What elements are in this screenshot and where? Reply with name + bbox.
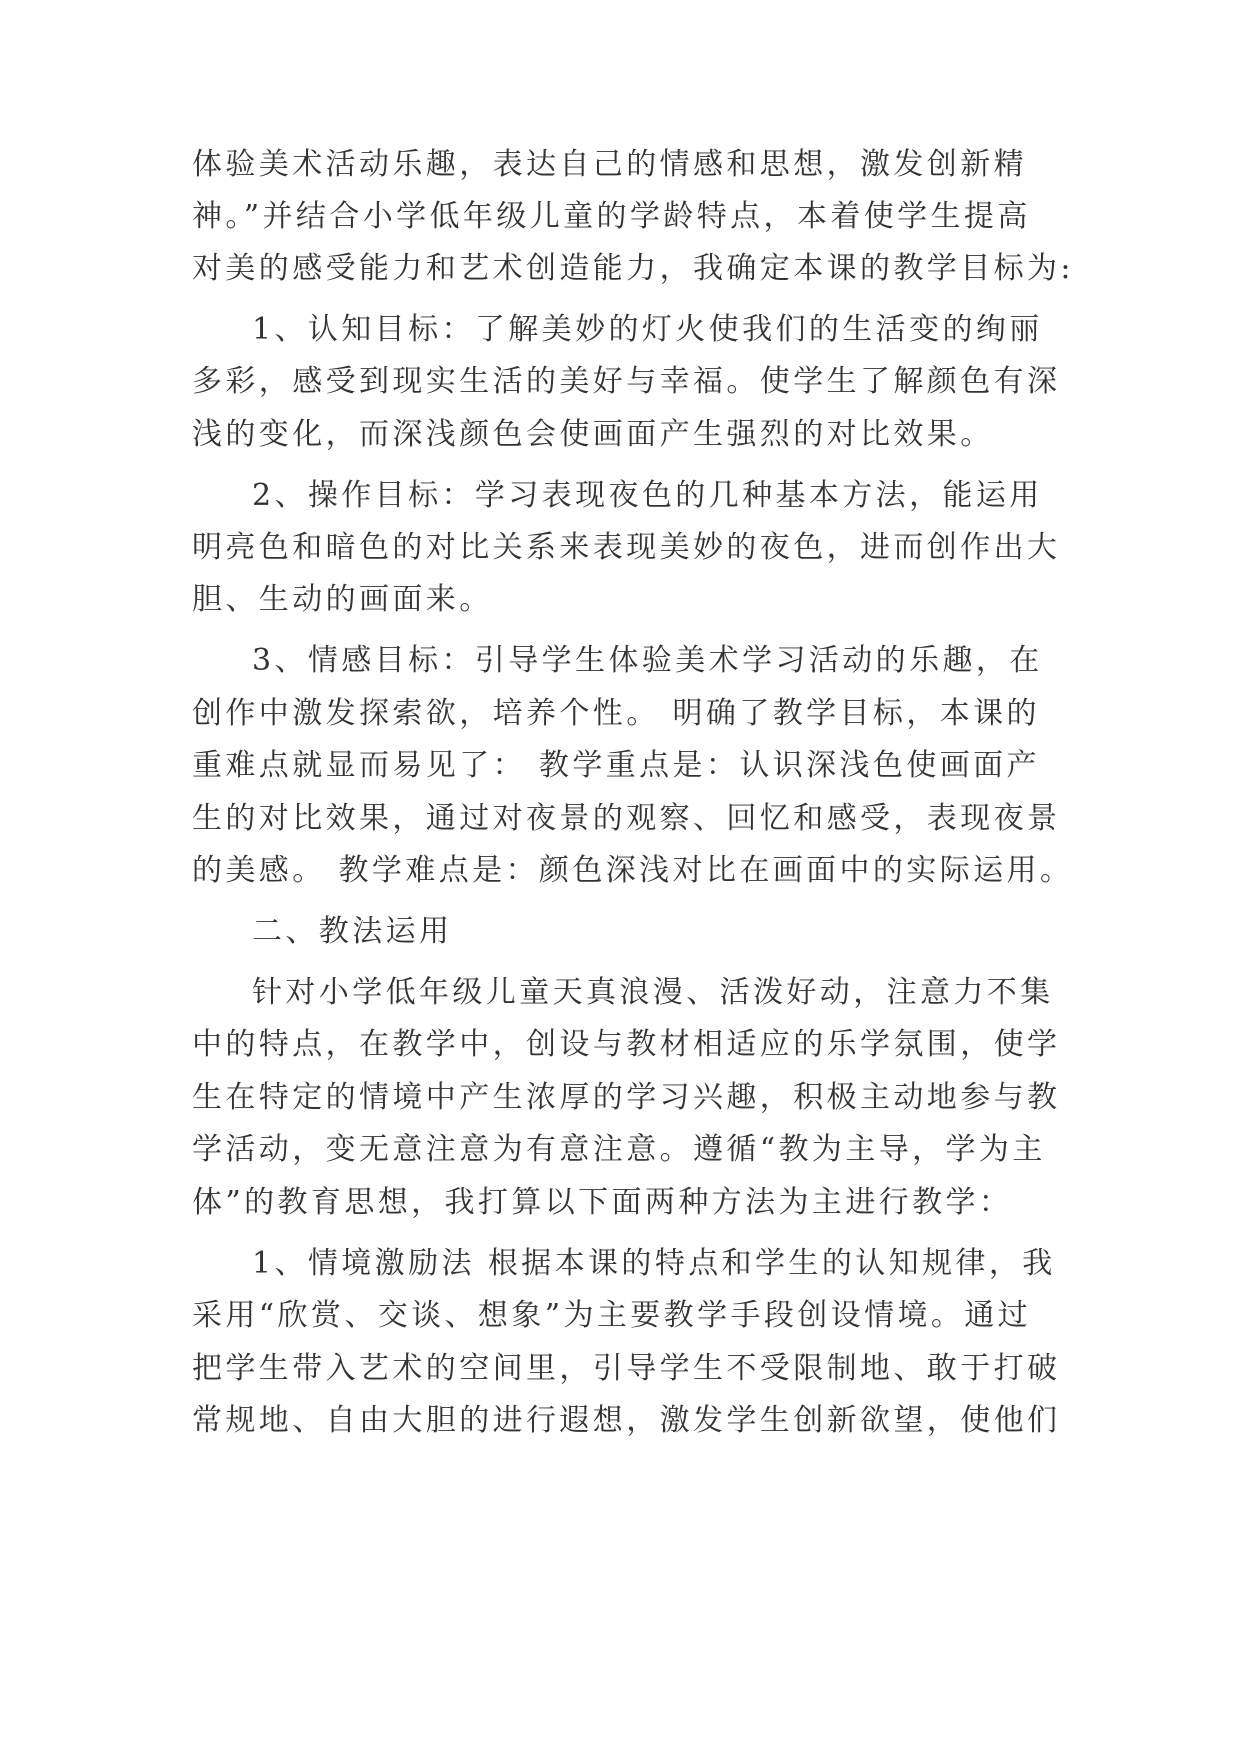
text-line: 的美感。 教学难点是：颜色深浅对比在画面中的实际运用。 [192,853,1074,888]
text-line: 学活动，变无意注意为有意注意。遵循“教为主导，学为主 [192,1132,1046,1167]
text-line: 胆、生动的画面来。 [192,582,493,617]
text-line: 把学生带入艺术的空间里，引导学生不受限制地、敢于打破 [192,1351,1061,1386]
text-line: 1、情境激励法 根据本课的特点和学生的认知规律，我 [252,1246,1056,1281]
text-line: 中的特点，在教学中，创设与教材相适应的乐学氛围，使学 [192,1027,1061,1062]
section-heading: 二、教法运用 [252,914,453,949]
text-line: 创作中激发探索欲，培养个性。 明确了教学目标，本课的 [192,696,1040,731]
text-line: 体”的教育思想，我打算以下面两种方法为主进行教学： [192,1185,1013,1220]
text-line: 多彩，感受到现实生活的美好与幸福。使学生了解颜色有深 [192,364,1061,399]
text-line: 体验美术活动乐趣，表达自己的情感和思想，激发创新精 [192,147,1027,182]
text-line: 浅的变化，而深浅颜色会使画面产生强烈的对比效果。 [192,417,994,452]
text-line: 重难点就显而易见了： 教学重点是：认识深浅色使画面产 [192,748,1040,783]
text-line: 常规地、自由大胆的进行遐想，激发学生创新欲望，使他们 [192,1403,1061,1438]
text-line: 明亮色和暗色的对比关系来表现美妙的夜色，进而创作出大 [192,530,1061,565]
text-line: 采用“欣赏、交谈、想象”为主要教学手段创设情境。通过 [192,1298,1032,1333]
text-line: 生在特定的情境中产生浓厚的学习兴趣，积极主动地参与教 [192,1080,1061,1115]
text-line: 针对小学低年级儿童天真浪漫、活泼好动，注意力不集 [252,975,1054,1010]
text-line: 2、操作目标：学习表现夜色的几种基本方法，能运用 [252,478,1043,513]
text-line: 生的对比效果，通过对夜景的观察、回忆和感受，表现夜景 [192,801,1061,836]
text-line: 对美的感受能力和艺术创造能力，我确定本课的教学目标为: [192,251,1074,286]
text-line: 3、情感目标：引导学生体验美术学习活动的乐趣，在 [252,643,1043,678]
text-line: 1、认知目标：了解美妙的灯火使我们的生活变的绚丽 [252,312,1043,347]
text-line: 神。”并结合小学低年级儿童的学龄特点，本着使学生提高 [192,199,1031,234]
